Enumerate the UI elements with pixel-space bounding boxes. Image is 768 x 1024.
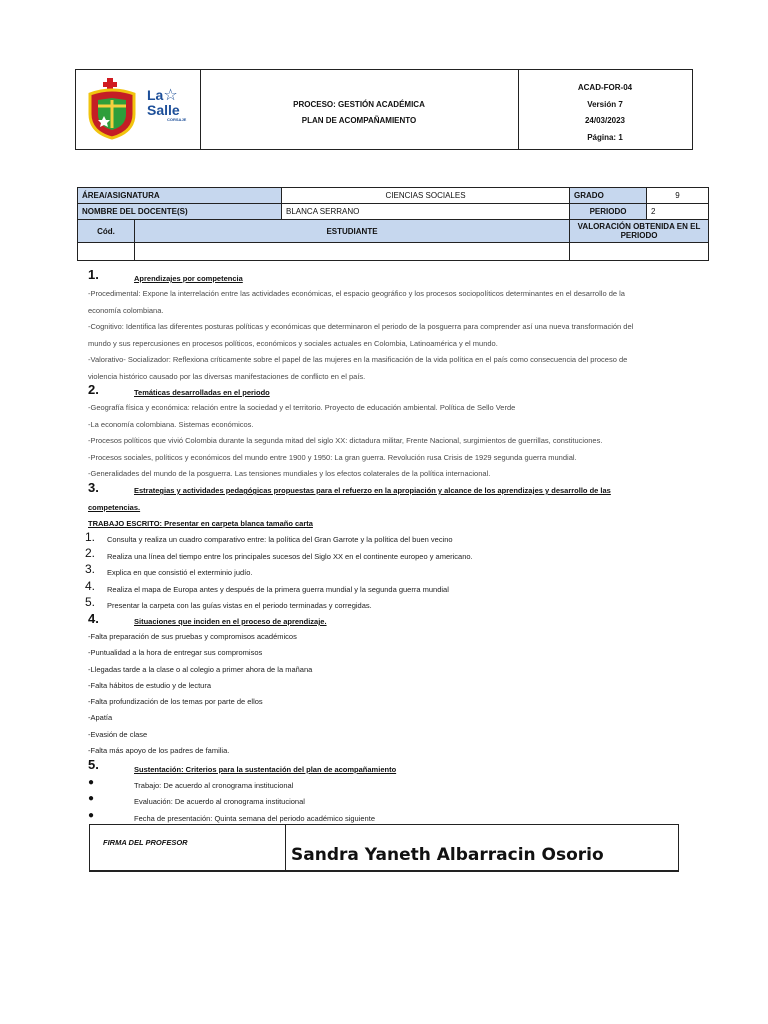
list-item: -Valorativo- Socializador: Reflexiona críticamente sobre el papel de las mujeres en la masificación de la vida política en el país como consecuencia del proceso de [88, 355, 628, 364]
criteria-item: Evaluación: De acuerdo al cronograma institucional [134, 797, 305, 806]
item-number: 2. [85, 546, 96, 560]
section-4-number: 4. [88, 611, 99, 626]
item-number: 4. [85, 579, 96, 593]
item-number: 3. [85, 562, 96, 576]
activity-item: Consulta y realiza un cuadro comparativo entre: la política del Gran Garrote y la política del buen vecino [107, 535, 453, 544]
list-item: -Procesos sociales, políticos y económicos del mundo entre 1900 y 1950: La gran guerra. Revolución rusa Crisis de 1929 segunda guerra mundial. [88, 452, 577, 462]
col-student-header: ESTUDIANTE [135, 220, 570, 243]
lasalle-logo [147, 88, 186, 122]
activity-item: Presentar la carpeta con las guías vistas en el periodo terminadas y corregidas. [107, 601, 372, 610]
logo-text-la: La [147, 87, 164, 103]
star-icon: ☆ [163, 87, 178, 104]
signature-box [89, 824, 679, 872]
list-item: -Falta profundización de los temas por parte de ellos [88, 697, 263, 707]
area-value: CIENCIAS SOCIALES [282, 188, 570, 204]
section-1-body [88, 286, 680, 385]
doc-code: ACAD-FOR-04 [577, 83, 633, 92]
period-label: PERIODO [570, 204, 647, 220]
list-item: mundo y sus repercusiones en procesos políticos, económicos y sociales actuales en Colombia, Latinoamérica y el mundo. [88, 338, 498, 348]
list-item: -Evasión de clase [88, 729, 148, 739]
list-item: -Procesos políticos que vivió Colombia durante la segunda mitad del siglo XX: dictadura militar, Frente Nacional, surgimientos de guerrillas, constituciones. [88, 436, 603, 445]
activity-item: Realiza una línea del tiempo entre los principales sucesos del Siglo XX en el continente europeo y americano. [107, 552, 473, 561]
grade-label: GRADO [570, 188, 647, 204]
signature-label: FIRMA DEL PROFESOR [103, 838, 188, 847]
period-value: 2 [647, 204, 709, 220]
list-item: -Falta hábitos de estudio y de lectura [88, 680, 211, 690]
logo-text-corsaje: CORSAJE [167, 117, 187, 122]
area-label: ÁREA/ASIGNATURA [78, 188, 282, 204]
section-2-number: 2. [88, 382, 99, 397]
list-item: -Cognitivo: Identifica las diferentes posturas políticas y económicas que determinaron el periodo de la posguerra para comprender así una nueva transformación del [88, 322, 634, 331]
section-3-title-cont: competencias. [88, 503, 141, 512]
list-item: -Llegadas tarde a la clase o al colegio a primer ahora de la mañana [88, 664, 313, 674]
code-cell [78, 243, 135, 261]
criteria-item: Trabajo: De acuerdo al cronograma institucional [134, 781, 294, 790]
col-code-header: Cód. [78, 220, 135, 243]
list-item: -Falta más apoyo de los padres de familia. [88, 746, 230, 756]
document-header [75, 69, 693, 150]
student-info-table [77, 187, 709, 261]
list-item: -Puntualidad a la hora de entregar sus compromisos [88, 648, 263, 658]
list-item: -Geografía física y económica: relación entre la sociedad y el territorio. Proyecto de educación ambiental. Política de Sello Verde [88, 403, 516, 412]
doc-date: 24/03/2023 [584, 116, 626, 125]
section-4-title: Situaciones que inciden en el proceso de aprendizaje. [134, 617, 327, 626]
section-1-title: Aprendizajes por competencia [134, 274, 243, 283]
section-5-title: Sustentación: Criterios para la sustentación del plan de acompañamiento [134, 765, 397, 774]
section-2-title: Temáticas desarrolladas en el periodo [134, 388, 270, 397]
col-grade-header: VALORACIÓN OBTENIDA EN EL PERIODO [570, 220, 709, 243]
section-3-number: 3. [88, 480, 99, 495]
section-3-title: Estrategias y actividades pedagógicas propuestas para el refuerzo en la apropiación y alcance de los aprendizajes y desarrollo de las [134, 486, 611, 495]
student-cell [135, 243, 570, 261]
list-item: -La economía colombiana. Sistemas económicos. [88, 419, 254, 429]
logo-text-salle: Salle [147, 102, 180, 118]
process-title: PROCESO: GESTIÓN ACADÉMICA [293, 100, 425, 109]
grade-value: 9 [647, 188, 709, 204]
teacher-label: NOMBRE DEL DOCENTE(S) [78, 204, 282, 220]
bullet-icon: ● [88, 810, 95, 821]
list-item: -Procedimental: Expone la interrelación entre las actividades económicas, el espacio geográfico y los procesos sociopolíticos determinantes en el desarrollo de la [88, 289, 625, 298]
list-item: violencia histórico causado por las diversas manifestaciones de conflicto en el país. [88, 371, 366, 381]
title-cell [200, 70, 519, 149]
section-5-number: 5. [88, 757, 99, 772]
list-item: -Apatía [88, 713, 113, 723]
logo-cell [76, 70, 201, 149]
bullet-icon: ● [88, 793, 95, 804]
plan-title: PLAN DE ACOMPAÑAMIENTO [301, 116, 417, 125]
activity-item: Explica en que consistió el exterminio judío. [107, 568, 253, 577]
item-number: 1. [85, 530, 96, 544]
section-2-body [88, 400, 680, 483]
section-4-body [88, 629, 312, 759]
list-item: economía colombiana. [88, 305, 164, 315]
teacher-signature-name: Sandra Yaneth Albarracin Osorio [291, 845, 604, 865]
list-item: -Falta preparación de sus pruebas y compromisos académicos [88, 632, 297, 641]
activity-item: Realiza el mapa de Europa antes y después de la primera guerra mundial y la segunda guerra mundial [107, 585, 449, 594]
section-1-number: 1. [88, 267, 99, 282]
teacher-value: BLANCA SERRANO [282, 204, 570, 220]
meta-cell [518, 70, 692, 149]
doc-version: Versión 7 [587, 100, 623, 109]
section-3-subtitle: TRABAJO ESCRITO: Presentar en carpeta blanca tamaño carta [88, 519, 313, 528]
bullet-icon: ● [88, 777, 95, 788]
doc-page: Página: 1 [587, 133, 623, 142]
list-item: -Generalidades del mundo de la posguerra. Las tensiones mundiales y los efectos colaterales de la política internacional. [88, 469, 491, 478]
item-number: 5. [85, 595, 96, 609]
school-crest-icon [84, 76, 140, 140]
grade-cell [570, 243, 709, 261]
signature-label-cell [90, 825, 286, 870]
criteria-item: Fecha de presentación: Quinta semana del periodo académico siguiente [134, 814, 375, 823]
